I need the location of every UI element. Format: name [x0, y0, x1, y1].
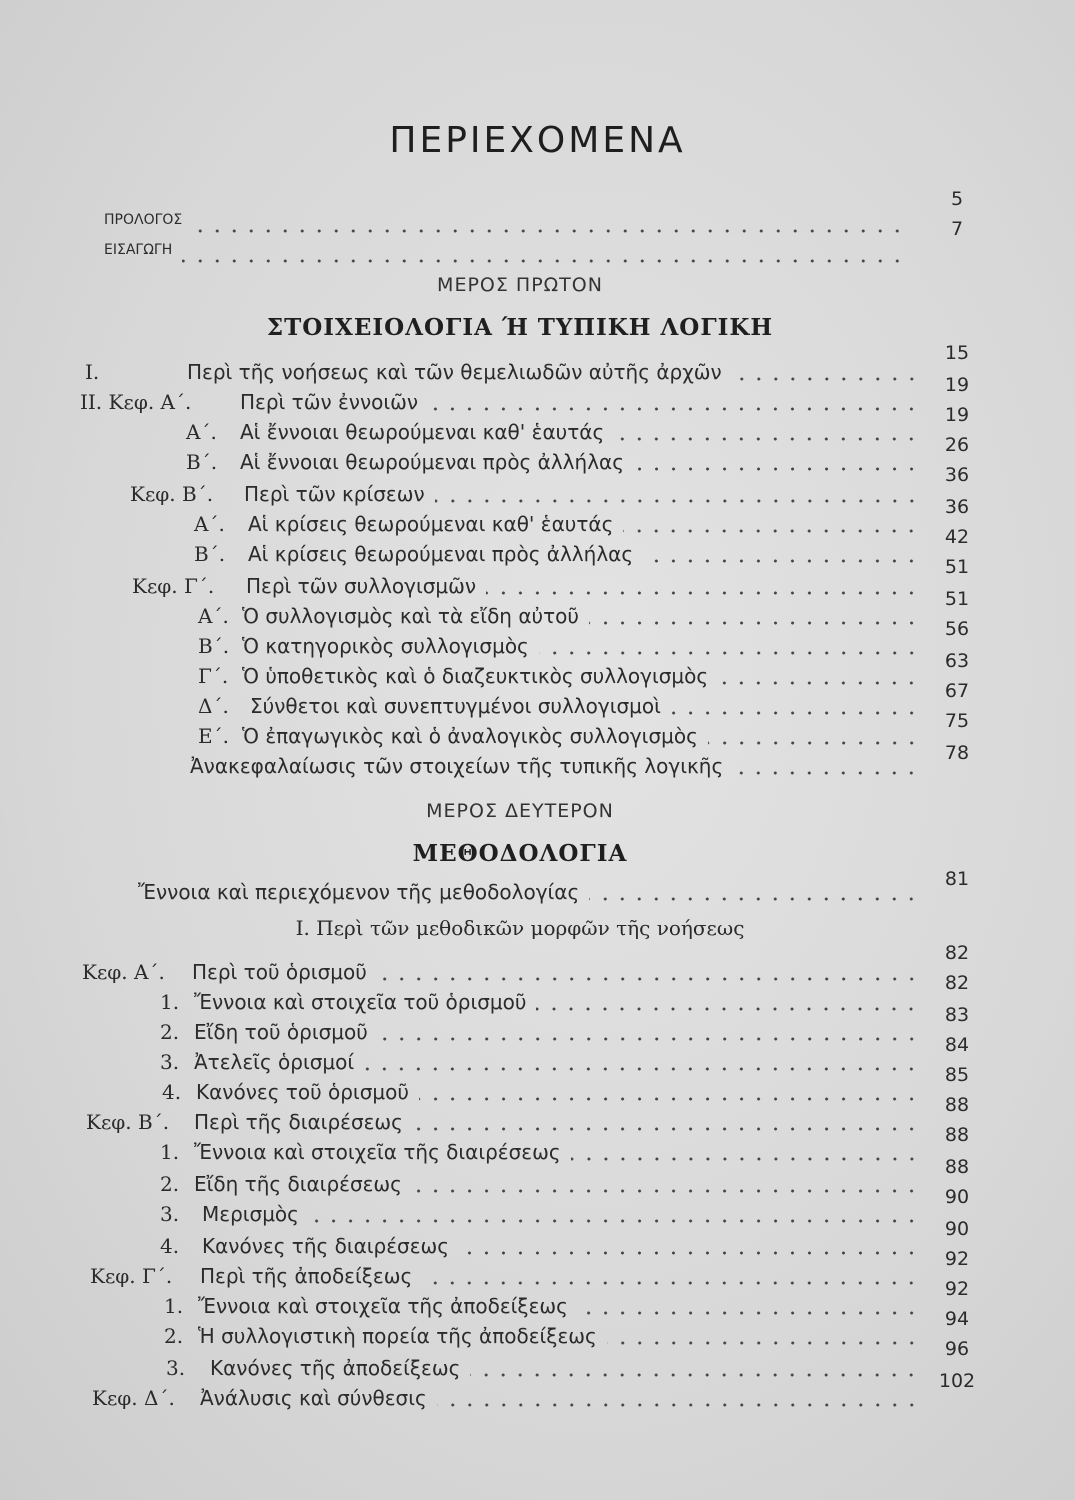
leader-dots — [437, 1403, 920, 1407]
toc-entry — [198, 724, 930, 752]
entry-text: Ὁ συλλογισμὸς καὶ τὰ εἴδη αὐτοῦ — [242, 604, 579, 628]
part-heading: ΣΤΟΙΧΕΙΟΛΟΓΙΑ Ή ΤΥΠΙΚΗ ΛΟΓΙΚΗ — [266, 314, 774, 341]
leader-dots — [589, 897, 920, 901]
leader-dots — [607, 1341, 920, 1345]
toc-entry — [166, 1356, 930, 1384]
entry-page-number: 19 — [944, 374, 970, 396]
entry-text: Ἀτελεῖς ὁρισμοί — [194, 1050, 355, 1074]
entry-page-number: 5 — [950, 188, 964, 210]
entry-number: Β΄. — [194, 542, 226, 566]
entry-page-number: 90 — [944, 1218, 970, 1240]
entry-text: Ὁ ὑποθετικὸς καὶ ὁ διαζευκτικὸς συλλογισμὸς — [242, 664, 709, 688]
toc-entry — [130, 482, 930, 510]
toc-entry — [198, 634, 930, 662]
leader-dots — [536, 1007, 920, 1011]
leader-dots — [571, 1157, 920, 1161]
toc-entry — [132, 574, 930, 602]
leader-dots — [589, 621, 920, 625]
entry-text: Ἔννοια καὶ στοιχεῖα τῆς ἀποδείξεως — [198, 1294, 568, 1318]
entry-page-number: 92 — [944, 1278, 970, 1300]
entry-text: Περὶ τῆς διαιρέσεως — [194, 1110, 403, 1134]
entry-page-number: 82 — [944, 972, 970, 994]
entry-text: Εἴδη τοῦ ὁρισμοῦ — [194, 1020, 368, 1044]
toc-entry — [160, 1202, 930, 1230]
toc-entry — [164, 1324, 930, 1352]
entry-text: Περὶ τοῦ ὁρισμοῦ — [192, 960, 367, 984]
entry-text: Ὁ κατηγορικὸς συλλογισμὸς — [242, 634, 529, 658]
toc-entry — [85, 360, 930, 388]
leader-dots — [459, 1251, 920, 1255]
entry-number: 1. — [164, 1294, 184, 1318]
entry-page-number: 96 — [944, 1338, 970, 1360]
leader-dots — [309, 1219, 920, 1223]
entry-number: Κεφ. Β΄. — [130, 482, 214, 506]
leader-dots — [732, 377, 920, 381]
entry-text: Αἱ κρίσεις θεωρούμεναι καθ' ἑαυτάς — [248, 512, 614, 536]
toc-entry — [138, 880, 930, 908]
leader-dots — [378, 1037, 920, 1041]
entry-page-number: 7 — [950, 218, 964, 240]
leader-dots — [377, 977, 920, 981]
entry-text: Περὶ τῶν κρίσεων — [244, 482, 425, 506]
leader-dots — [182, 259, 906, 263]
entry-text: ΠΡΟΛΟΓΟΣ — [104, 212, 183, 228]
entry-text: Ἔννοια καὶ στοιχεῖα τῆς διαιρέσεως — [194, 1140, 561, 1164]
entry-number: II. Κεφ. Α΄. — [80, 390, 192, 414]
entry-number: Κεφ. Γ΄. — [132, 574, 215, 598]
toc-entry — [162, 1080, 930, 1108]
leader-dots — [539, 651, 920, 655]
toc-entry — [194, 542, 930, 570]
entry-number: Κεφ. Γ΄. — [90, 1264, 173, 1288]
entry-page-number: 90 — [944, 1186, 970, 1208]
entry-page-number: 81 — [944, 868, 970, 890]
leader-dots — [623, 529, 920, 533]
entry-text: Αἱ κρίσεις θεωρούμεναι πρὸς ἀλλήλας — [248, 542, 634, 566]
entry-page-number: 83 — [944, 1004, 970, 1026]
entry-text: Μερισμὸς — [202, 1202, 299, 1226]
entry-page-number: 94 — [944, 1308, 970, 1330]
entry-number: Ε΄. — [198, 724, 229, 748]
leader-dots — [708, 741, 920, 745]
entry-page-number: 51 — [944, 556, 970, 578]
leader-dots — [614, 437, 920, 441]
entry-text: Ὁ ἐπαγωγικὸς καὶ ὁ ἀναλογικὸς συλλογισμὸς — [242, 724, 698, 748]
toc-entry — [194, 512, 930, 540]
entry-text: Αἱ ἔννοιαι θεωρούμεναι πρὸς ἀλλήλας — [240, 450, 624, 474]
toc-entry — [82, 960, 930, 988]
entry-number: I. — [85, 360, 100, 384]
entry-page-number: 88 — [944, 1156, 970, 1178]
entry-text: Περὶ τῶν ἐννοιῶν — [240, 390, 419, 414]
entry-number: 1. — [160, 1140, 180, 1164]
entry-page-number: 75 — [944, 710, 970, 732]
toc-entry — [86, 1110, 930, 1138]
toc-entry — [160, 1234, 930, 1262]
toc-entry — [198, 604, 930, 632]
entry-text: Σύνθετοι καὶ συνεπτυγμένοι συλλογισμοὶ — [250, 694, 661, 718]
entry-number: Α΄. — [194, 512, 225, 536]
leader-dots — [428, 407, 920, 411]
entry-page-number: 36 — [944, 464, 970, 486]
leader-dots — [435, 499, 920, 503]
toc-entry — [80, 390, 930, 418]
entry-text: Κανόνες τῆς διαιρέσεως — [202, 1234, 450, 1258]
entry-text: ΕΙΣΑΓΩΓΗ — [104, 242, 173, 258]
entry-number: Β΄. — [186, 450, 218, 474]
leader-dots — [412, 1189, 920, 1193]
entry-number: 3. — [160, 1202, 180, 1226]
toc-entry — [90, 1264, 930, 1292]
entry-page-number: 88 — [944, 1124, 970, 1146]
leader-dots — [192, 229, 906, 233]
toc-entry — [186, 450, 930, 478]
entry-text: Εἴδη τῆς διαιρέσεως — [194, 1172, 402, 1196]
toc-entry — [190, 754, 930, 782]
entry-number: 4. — [162, 1080, 182, 1104]
entry-number: 2. — [160, 1020, 180, 1044]
entry-number: 2. — [160, 1172, 180, 1196]
entry-number: 3. — [160, 1050, 180, 1074]
toc-entry — [160, 1050, 930, 1078]
toc-entry — [198, 664, 930, 692]
section-heading: I. Περὶ τῶν μεθοδικῶν μορφῶν τῆς νοήσεως — [295, 916, 745, 940]
entry-text: Περὶ τῆς ἀποδείξεως — [200, 1264, 413, 1288]
leader-dots — [422, 1281, 920, 1285]
leader-dots — [419, 1097, 920, 1101]
entry-page-number: 82 — [944, 942, 970, 964]
entry-number: Δ΄. — [198, 694, 229, 718]
entry-number: 3. — [166, 1356, 186, 1380]
entry-number: Κεφ. Δ΄. — [92, 1386, 175, 1410]
entry-number: Β΄. — [198, 634, 230, 658]
toc-entry — [92, 1386, 930, 1414]
toc-entry-introduction — [104, 242, 916, 270]
entry-page-number: 67 — [944, 680, 970, 702]
entry-page-number: 85 — [944, 1064, 970, 1086]
entry-page-number: 84 — [944, 1034, 970, 1056]
entry-page-number: 92 — [944, 1248, 970, 1270]
page-title: ΠΕΡΙΕΧΟΜΕΝΑ — [389, 120, 686, 161]
entry-page-number: 56 — [944, 618, 970, 640]
part-label: ΜΕΡΟΣ ΔΕΥΤΕΡΟΝ — [426, 800, 614, 822]
entry-page-number: 15 — [944, 342, 970, 364]
entry-page-number: 19 — [944, 404, 970, 426]
entry-number: Κεφ. Α΄. — [82, 960, 165, 984]
entry-number: 1. — [160, 990, 180, 1014]
entry-text: Περὶ τῆς νοήσεως καὶ τῶν θεμελιωδῶν αὐτῆς ἀρχῶν — [187, 360, 722, 384]
entry-page-number: 26 — [944, 434, 970, 456]
entry-text: Ἀνάλυσις καὶ σύνθεσις — [200, 1386, 427, 1410]
leader-dots — [486, 591, 920, 595]
leader-dots — [718, 681, 920, 685]
part-label: ΜΕΡΟΣ ΠΡΩΤΟΝ — [437, 274, 603, 296]
leader-dots — [733, 771, 920, 775]
toc-entry — [160, 1020, 930, 1048]
entry-number: 2. — [164, 1324, 184, 1348]
entry-text: Ἡ συλλογιστικὴ πορεία τῆς ἀποδείξεως — [198, 1324, 597, 1348]
leader-dots — [413, 1127, 920, 1131]
entry-text: Περὶ τῶν συλλογισμῶν — [246, 574, 477, 598]
leader-dots — [671, 711, 920, 715]
toc-entry — [164, 1294, 930, 1322]
entry-number: Α΄. — [186, 420, 217, 444]
entry-number: 4. — [160, 1234, 180, 1258]
toc-entry — [198, 694, 930, 722]
entry-page-number: 102 — [938, 1370, 976, 1392]
entry-number: Α΄. — [198, 604, 229, 628]
entry-text: Ἔννοια καὶ περιεχόμενον τῆς μεθοδολογίας — [138, 880, 580, 904]
entry-page-number: 78 — [944, 742, 970, 764]
leader-dots — [364, 1067, 920, 1071]
leader-dots — [470, 1373, 920, 1377]
entry-page-number: 36 — [944, 496, 970, 518]
toc-entry-prologue — [104, 212, 916, 240]
entry-text: Ἀνακεφαλαίωσις τῶν στοιχείων τῆς τυπικῆς λογικῆς — [190, 754, 724, 778]
entry-text: Ἔννοια καὶ στοιχεῖα τοῦ ὁρισμοῦ — [194, 990, 527, 1014]
entry-number: Γ΄. — [198, 664, 229, 688]
toc-entry — [160, 1140, 930, 1168]
entry-number: Κεφ. Β΄. — [86, 1110, 170, 1134]
leader-dots — [634, 467, 920, 471]
toc-entry — [186, 420, 930, 448]
entry-page-number: 88 — [944, 1094, 970, 1116]
toc-entry — [160, 990, 930, 1018]
entry-page-number: 63 — [944, 650, 970, 672]
entry-text: Κανόνες τῆς ἀποδείξεως — [210, 1356, 461, 1380]
entry-text: Κανόνες τοῦ ὁρισμοῦ — [196, 1080, 409, 1104]
part-heading: ΜΕΘΟΔΟΛΟΓΙΑ — [412, 840, 628, 867]
leader-dots — [578, 1311, 920, 1315]
entry-page-number: 42 — [944, 526, 970, 548]
entry-page-number: 51 — [944, 588, 970, 610]
toc-entry — [160, 1172, 930, 1200]
entry-text: Αἱ ἔννοιαι θεωρούμεναι καθ' ἑαυτάς — [240, 420, 605, 444]
leader-dots — [643, 559, 920, 563]
